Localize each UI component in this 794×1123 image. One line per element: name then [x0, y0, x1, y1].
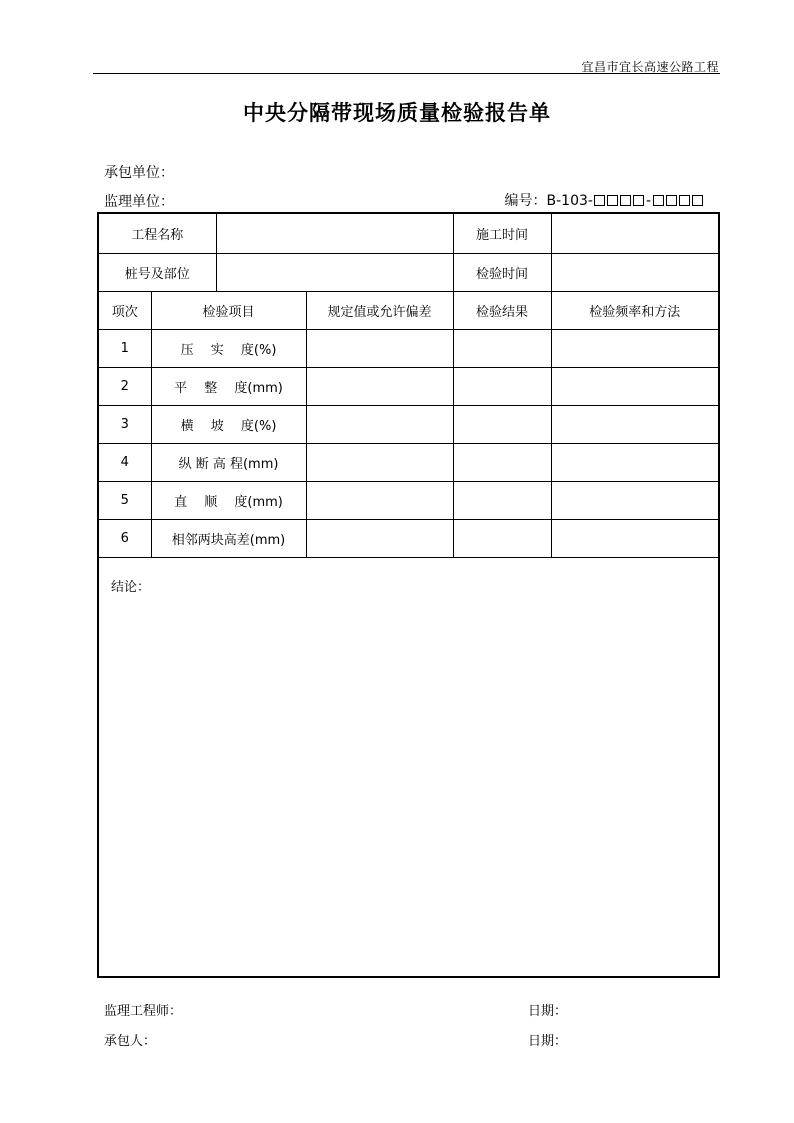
construction-time-label: 施工时间: [453, 213, 551, 253]
row-item: 平 整 度(mm): [151, 367, 306, 405]
project-name-label: 工程名称: [98, 213, 216, 253]
row-item: 压 实 度(%): [151, 329, 306, 367]
construction-time-field[interactable]: [551, 213, 719, 253]
row-result-field[interactable]: [453, 405, 551, 443]
row-no: 3: [98, 405, 151, 443]
table-row: [98, 443, 719, 481]
col-header-item: 检验项目: [151, 291, 306, 329]
code-prefix: 编号：B-103-: [504, 193, 593, 209]
code-box: [653, 195, 664, 206]
column-header-row: [98, 291, 719, 329]
document-code: [505, 190, 705, 210]
row-spec-field[interactable]: [306, 481, 453, 519]
row-result-field[interactable]: [453, 367, 551, 405]
row-no: 4: [98, 443, 151, 481]
row-method-field[interactable]: [551, 367, 719, 405]
row-spec-field[interactable]: [306, 443, 453, 481]
table-row: [98, 329, 719, 367]
row-result-field[interactable]: [453, 329, 551, 367]
row-item: 相邻两块高差(mm): [151, 519, 306, 557]
supervisor-date-label: 日期：: [528, 1004, 568, 1019]
header-rule: [93, 73, 720, 74]
col-header-result: 检验结果: [453, 291, 551, 329]
contractor-label: 承包人：: [104, 1034, 157, 1049]
table-row: [98, 519, 719, 557]
code-box: [633, 195, 644, 206]
conclusion-label: 结论：: [111, 579, 151, 595]
code-box: [607, 195, 618, 206]
row-no: 1: [98, 329, 151, 367]
col-header-no: 项次: [98, 291, 151, 329]
page-title: 中央分隔带现场质量检验报告单: [243, 100, 551, 125]
station-label: 桩号及部位: [98, 253, 216, 291]
row-spec-field[interactable]: [306, 519, 453, 557]
header-project-name: 宜昌市宜长高速公路工程: [581, 60, 719, 74]
row-method-field[interactable]: [551, 481, 719, 519]
code-box: [679, 195, 690, 206]
row-method-field[interactable]: [551, 329, 719, 367]
code-box: [620, 195, 631, 206]
conclusion-area[interactable]: [98, 557, 719, 977]
station-field[interactable]: [216, 253, 453, 291]
row-result-field[interactable]: [453, 519, 551, 557]
row-spec-field[interactable]: [306, 405, 453, 443]
row-method-field[interactable]: [551, 405, 719, 443]
contractor-unit-label: 承包单位：: [104, 165, 174, 181]
row-spec-field[interactable]: [306, 329, 453, 367]
row-result-field[interactable]: [453, 443, 551, 481]
table-row: [98, 481, 719, 519]
row-item: 纵 断 高 程(mm): [151, 443, 306, 481]
project-name-field[interactable]: [216, 213, 453, 253]
col-header-spec: 规定值或允许偏差: [306, 291, 453, 329]
row-no: 5: [98, 481, 151, 519]
row-item: 直 顺 度(mm): [151, 481, 306, 519]
code-dash: -: [645, 193, 651, 209]
inspection-time-label: 检验时间: [453, 253, 551, 291]
inspection-form-table: [97, 212, 720, 978]
row-item: 横 坡 度(%): [151, 405, 306, 443]
row-no: 2: [98, 367, 151, 405]
table-row: [98, 405, 719, 443]
supervision-unit-label: 监理单位：: [104, 194, 174, 210]
code-box: [594, 195, 605, 206]
row-method-field[interactable]: [551, 519, 719, 557]
code-box: [666, 195, 677, 206]
row-result-field[interactable]: [453, 481, 551, 519]
inspection-time-field[interactable]: [551, 253, 719, 291]
contractor-date-label: 日期：: [528, 1034, 568, 1049]
row-method-field[interactable]: [551, 443, 719, 481]
supervisor-label: 监理工程师：: [104, 1004, 183, 1019]
col-header-method: 检验频率和方法: [551, 291, 719, 329]
table-row: [98, 367, 719, 405]
row-spec-field[interactable]: [306, 367, 453, 405]
row-no: 6: [98, 519, 151, 557]
code-box: [692, 195, 703, 206]
